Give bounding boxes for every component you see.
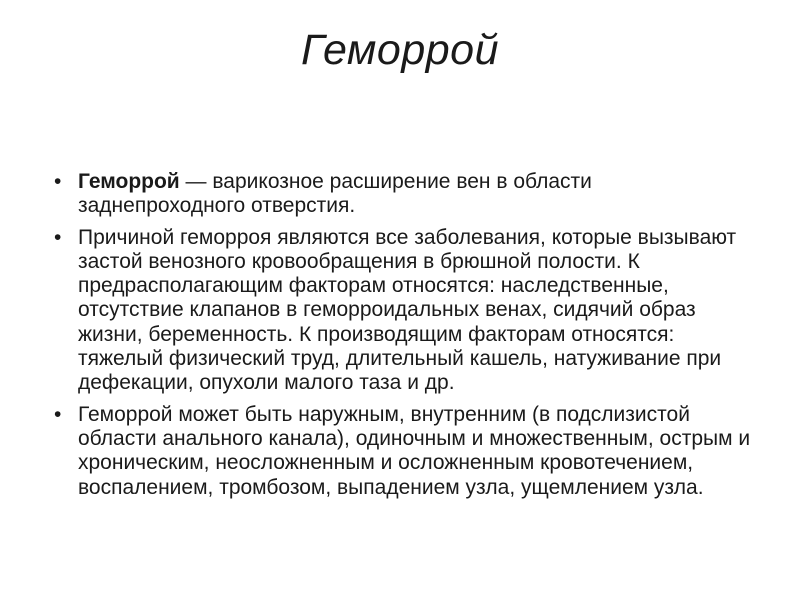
bullet-dot: •	[54, 170, 62, 193]
bullet-item-types	[50, 403, 755, 500]
bullet-term: Геморрой	[78, 170, 180, 193]
bullet-text: Причиной геморроя являются все заболевания, которые вызывают застой венозного кровообращения в брюшной полости. К предрасполагающим факторам относятся: наследственные, отсутствие клапанов в геморроидальных венах, сидячий образ жизни, беременность. К производящим факторам относятся: тяжелый физический труд, длительный кашель, натуживание при дефекации, опухоли малого таза и др.	[78, 225, 737, 395]
bullet-dot: •	[54, 225, 62, 249]
bullet-text: — варикозное расширение вен в области заднепроходного отверстия.	[78, 170, 592, 218]
slide-title: Геморрой	[301, 26, 499, 74]
bullet-list	[50, 170, 755, 500]
bullet-text: Геморрой может быть наружным, внутренним (в подслизистой области анального канала), одиночным и множественным, острым и хроническим, неосложненным и осложненным кровотечением, воспалением, тромбозом, выпадением узла, ущемлением узла.	[78, 402, 751, 499]
bullet-item-causes	[50, 226, 755, 396]
slide-content	[50, 170, 755, 507]
bullet-dot: •	[54, 402, 62, 426]
bullet-item-definition	[50, 170, 755, 219]
